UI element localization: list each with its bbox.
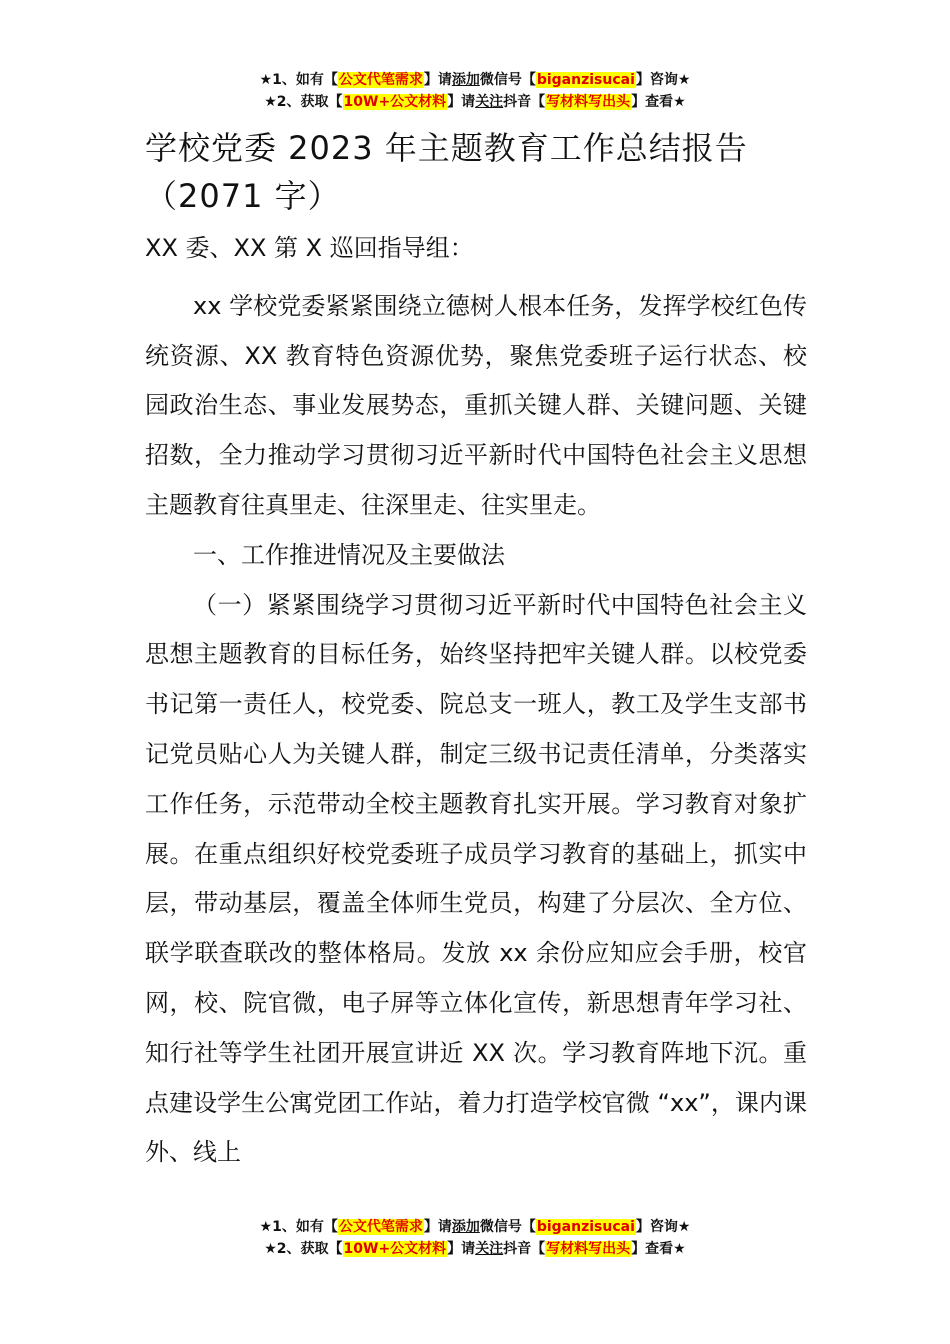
document-title: 学校党委 2023 年主题教育工作总结报告 （2071 字） [145, 129, 748, 215]
intro-paragraph: xx 学校党委紧紧围绕立德树人根本任务，发挥学校红色传统资源、XX 教育特色资源优势，聚焦党委班子运行状态、校园政治生态、事业发展势态，重抓关键人群、关键问题、关键招数，全力推动学习贯彻习近平新时代中国特色社会主义思想主题教育往真里走、往深里走、往实里走。 [145, 291, 807, 519]
promo-line-2: ★2、获取【10W+公文材料】请关注抖音【写材料写出头】查看★ [264, 1241, 686, 1257]
top-promo-banner [0, 69, 950, 113]
highlight-tag: 10W+公文材料 [343, 1241, 447, 1257]
highlight-tag: 写材料写出头 [546, 94, 631, 110]
promo-line-1: ★1、如有【公文代笔需求】请添加微信号【biganzisucai】咨询★ [259, 1219, 691, 1235]
promo-line-1: ★1、如有【公文代笔需求】请添加微信号【biganzisucai】咨询★ [259, 72, 691, 88]
document-page [145, 124, 807, 1178]
bottom-promo-banner [0, 1216, 950, 1260]
highlight-tag: biganzisucai [536, 1219, 635, 1235]
section-heading: 一、工作推进情况及主要做法 [193, 540, 505, 569]
highlight-tag: 公文代笔需求 [338, 72, 423, 88]
promo-line-2: ★2、获取【10W+公文材料】请关注抖音【写材料写出头】查看★ [264, 94, 686, 110]
highlight-tag: 公文代笔需求 [338, 1219, 423, 1235]
salutation: XX 委、XX 第 X 巡回指导组： [145, 234, 474, 262]
highlight-tag: biganzisucai [536, 72, 635, 88]
highlight-tag: 10W+公文材料 [343, 94, 447, 110]
highlight-tag: 写材料写出头 [546, 1241, 631, 1257]
body-paragraph: （一）紧紧围绕学习贯彻习近平新时代中国特色社会主义思想主题教育的目标任务，始终坚持把牢关键人群。以校党委书记第一责任人，校党委、院总支一班人，教工及学生支部书记党员贴心人为关键人群，制定三级书记责任清单，分类落实工作任务，示范带动全校主题教育扎实开展。学习教育对象扩展。在重点组织好校党委班子成员学习教育的基础上，抓实中层，带动基层，覆盖全体师生党员，构建了分层次、全方位、联学联查联改的整体格局。发放 xx 余份应知应会手册，校官网，校、院官微，电子屏等立体化宣传，新思想青年学习社、知行社等学生社团开展宣讲近 XX 次。学习教育阵地下沉。重点建设学生公寓党团工作站，着力打造学校官微 “xx”，课内课外、线上 [145, 590, 807, 1167]
